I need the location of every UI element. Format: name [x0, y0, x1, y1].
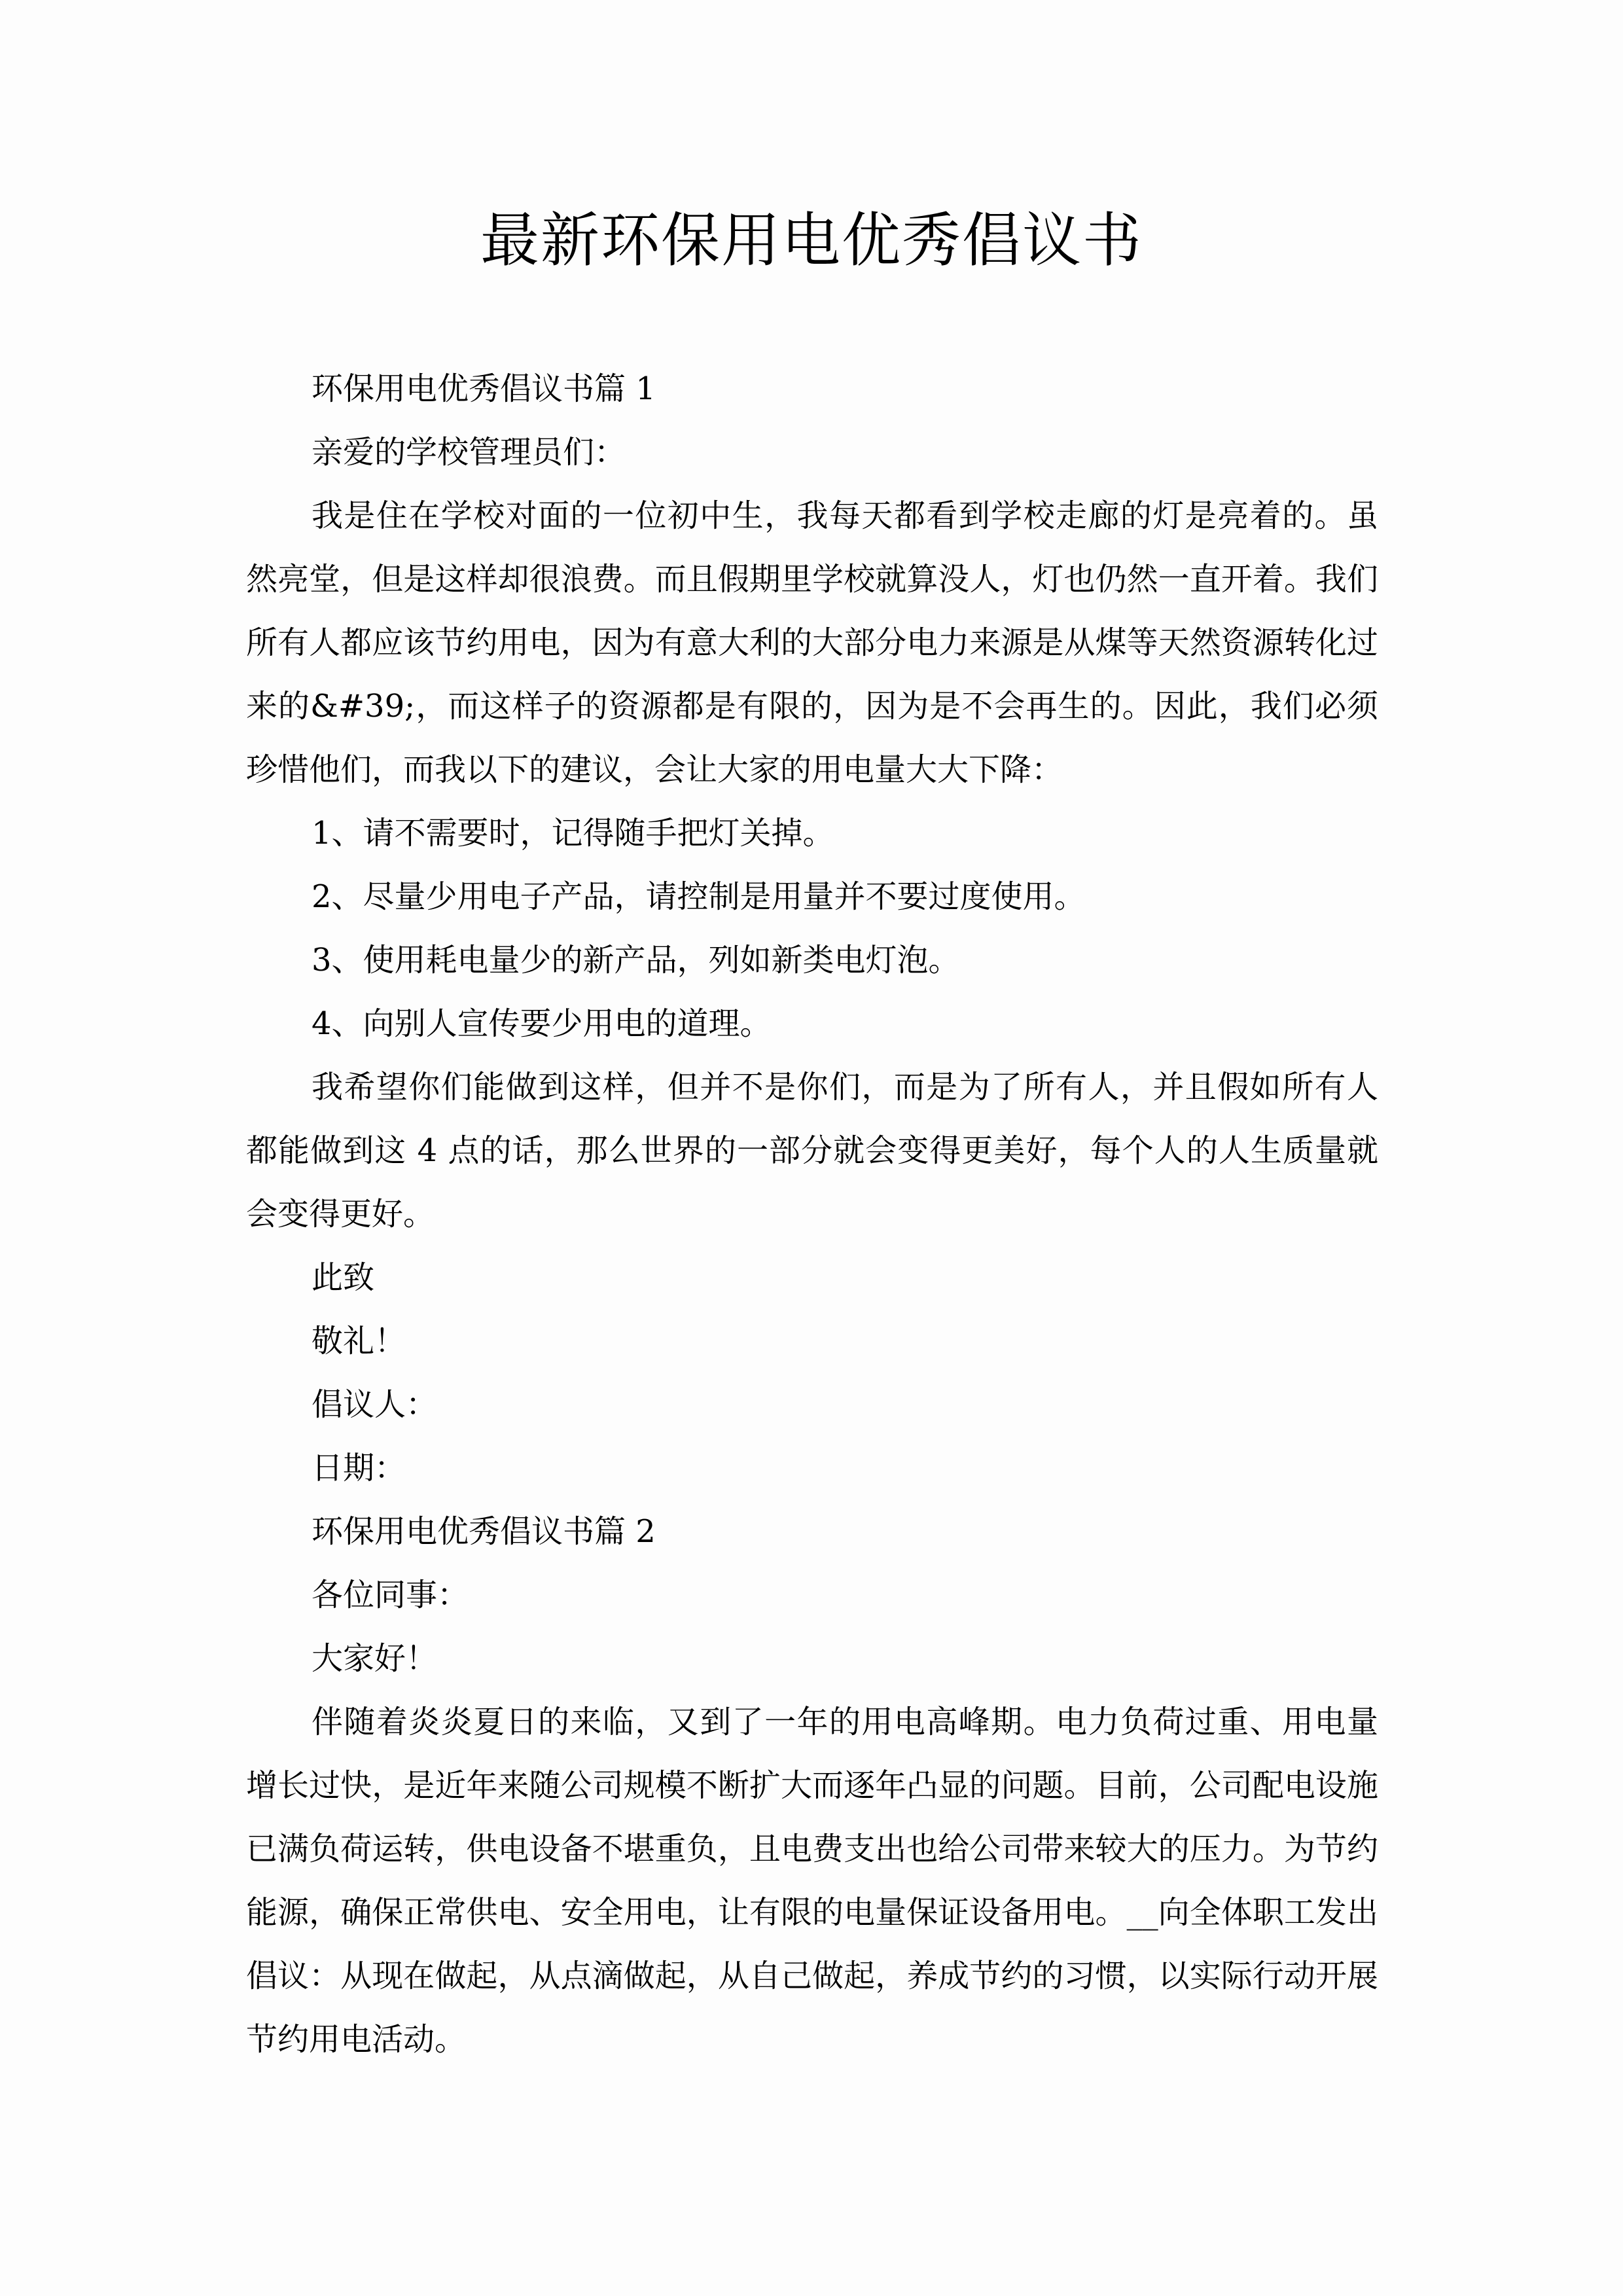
sign-off-line: 敬礼！ [312, 1323, 406, 1359]
document-title: 最新环保用电优秀倡议书 [480, 206, 1143, 275]
body-paragraph: 我希望你们能做到这样，但并不是你们，而是为了所有人，并且假如所有人都能做到这 4 点的话，那么世界的一部分就会变得更美好，每个人的人生质量就会变得更好。 [246, 1069, 1378, 1232]
greeting: 大家好！ [312, 1640, 438, 1677]
salutation: 各位同事： [312, 1577, 469, 1613]
list-item: 3、使用耗电量少的新产品，列如新类电灯泡。 [312, 942, 960, 978]
body-paragraph: 伴随着炎炎夏日的来临，又到了一年的用电高峰期。电力负荷过重、用电量增长过快，是近年来随公司规模不断扩大而逐年凸显的问题。目前，公司配电设施已满负荷运转，供电设备不堪重负，且电费支出也给公司带来较大的压力。为节约能源，确保正常供电、安全用电，让有限的电量保证设备用电。__向全体职工发出倡议：从现在做起，从点滴做起，从自己做起，养成节约的习惯，以实际行动开展节约用电活动。 [246, 1704, 1378, 2058]
date-field: 日期： [312, 1450, 406, 1486]
section-heading: 环保用电优秀倡议书篇 2 [312, 1513, 656, 1550]
body-paragraph: 我是住在学校对面的一位初中生，我每天都看到学校走廊的灯是亮着的。虽然亮堂，但是这样却很浪费。而且假期里学校就算没人，灯也仍然一直开着。我们所有人都应该节约用电，因为有意大利的大部分电力来源是从煤等天然资源转化过来的&#39;，而这样子的资源都是有限的，因为是不会再生的。因此，我们必须珍惜他们，而我以下的建议，会让大家的用电量大大下降： [246, 497, 1378, 788]
sign-off-line: 此致 [312, 1259, 375, 1296]
list-item: 4、向别人宣传要少用电的道理。 [312, 1005, 772, 1042]
list-item: 1、请不需要时，记得随手把灯关掉。 [312, 815, 834, 852]
document-body [246, 357, 1378, 2072]
section-heading: 环保用电优秀倡议书篇 1 [312, 370, 656, 407]
proposer-field: 倡议人： [312, 1386, 438, 1423]
salutation: 亲爱的学校管理员们： [312, 434, 626, 471]
list-item: 2、尽量少用电子产品，请控制是用量并不要过度使用。 [312, 878, 1086, 915]
